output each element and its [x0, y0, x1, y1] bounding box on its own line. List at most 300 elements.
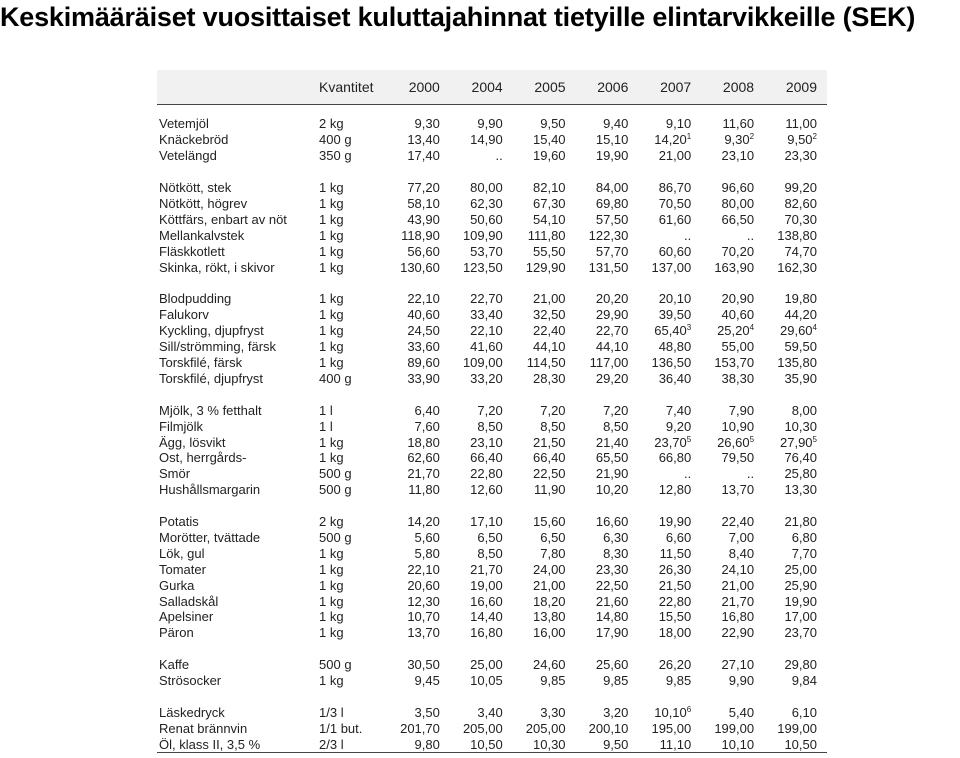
- price-cell: [764, 116, 827, 132]
- item-name: Läskedryck: [159, 705, 225, 721]
- price-cell: [450, 609, 513, 625]
- price-value: 70,50: [658, 196, 692, 211]
- price-cell: [387, 721, 450, 737]
- price-cell: [638, 402, 701, 418]
- price-cell: [450, 196, 513, 212]
- price-cell: [701, 625, 764, 641]
- price-cell: [387, 307, 450, 323]
- price-cell: [764, 577, 827, 593]
- price-value: 26,30: [658, 561, 692, 577]
- item-quantity: 1 kg: [319, 577, 344, 593]
- price-cell: [638, 736, 701, 752]
- price-cell: [513, 116, 576, 132]
- price-cell: [513, 307, 576, 323]
- price-cell: [638, 370, 701, 386]
- price-cell: [387, 482, 450, 498]
- price-cell: [764, 227, 827, 243]
- table-row: [157, 180, 827, 196]
- price-value: 11,00: [785, 116, 817, 132]
- price-value: 9,20: [665, 418, 692, 434]
- price-cell: [638, 148, 701, 164]
- price-value: 22,40: [721, 514, 755, 530]
- price-value: 9,90: [477, 116, 503, 132]
- price-cell: [513, 418, 576, 434]
- table-row: [157, 355, 827, 371]
- price-value: 11,60: [722, 116, 755, 132]
- price-cell: [764, 243, 827, 259]
- price-value: 109,00: [462, 355, 503, 371]
- price-cell: [701, 609, 764, 625]
- price-value: 58,10: [407, 196, 440, 211]
- table-row: [157, 482, 827, 498]
- price-value: 114,50: [526, 355, 566, 371]
- price-value: 22,10: [407, 291, 440, 307]
- price-cell: [764, 673, 827, 689]
- item-quantity: 1 kg: [319, 243, 344, 259]
- price-value: 163,90: [714, 259, 755, 275]
- price-value: ..: [746, 227, 755, 243]
- price-cell: [450, 355, 513, 371]
- header-year: 2007: [638, 70, 701, 104]
- price-value: 22,10: [470, 323, 503, 339]
- item-quantity: 1 kg: [319, 609, 344, 625]
- price-value: 18,00: [658, 625, 692, 641]
- price-value: 130,60: [400, 259, 440, 275]
- price-cell: [701, 148, 764, 164]
- price-cell: [387, 530, 450, 546]
- table-row: [157, 370, 827, 386]
- table-row: [157, 291, 827, 307]
- price-value: 20,10: [658, 291, 692, 307]
- price-value: 21,70: [470, 561, 503, 577]
- price-value: 29,20: [595, 370, 629, 386]
- price-value: 19,90: [784, 593, 817, 609]
- price-cell: [513, 609, 576, 625]
- price-cell: [387, 657, 450, 673]
- price-value: 19,60: [533, 148, 566, 164]
- price-cell: [576, 402, 639, 418]
- price-cell: [701, 418, 764, 434]
- item-name: Öl, klass II, 3,5 %: [157, 736, 317, 752]
- price-value: 22,70: [595, 323, 629, 339]
- price-cell: [450, 132, 513, 148]
- price-value: 22,40: [533, 323, 566, 339]
- price-value: 14,20: [654, 132, 687, 148]
- price-cell: [701, 180, 764, 196]
- price-value: 8,50: [477, 418, 503, 434]
- price-value: 14,80: [595, 609, 629, 625]
- item-name: Tomater: [159, 561, 206, 577]
- price-cell: [764, 355, 827, 371]
- price-value: 7,20: [540, 402, 566, 418]
- price-cell: [513, 355, 576, 371]
- item-quantity: 1 kg: [319, 291, 344, 307]
- price-value: 23,70: [654, 434, 687, 450]
- price-cell: [701, 657, 764, 673]
- price-cell: [638, 577, 701, 593]
- price-cell: [450, 116, 513, 132]
- price-cell: [576, 466, 639, 482]
- price-cell: [701, 561, 764, 577]
- price-value: 131,50: [588, 259, 629, 275]
- price-cell: [576, 482, 639, 498]
- price-value: 14,20: [407, 514, 440, 530]
- price-cell: [701, 339, 764, 355]
- price-value: 22,70: [470, 291, 503, 307]
- item-quantity: 1/1 but.: [319, 720, 363, 736]
- price-value: 33,40: [470, 307, 503, 323]
- price-value: 6,10: [791, 705, 817, 721]
- price-cell: [513, 657, 576, 673]
- price-value: 12,30: [407, 593, 440, 609]
- price-cell: [701, 705, 764, 721]
- table-row: [157, 657, 827, 673]
- price-value: 6,50: [540, 530, 566, 546]
- price-cell: [638, 657, 701, 673]
- price-cell: [764, 721, 827, 737]
- header-year: 2006: [576, 70, 639, 104]
- group-spacer: [157, 104, 827, 116]
- price-cell: [513, 736, 576, 752]
- item-name: Salladskål: [159, 593, 219, 609]
- price-cell: [638, 196, 701, 212]
- price-cell: [576, 291, 639, 307]
- item-quantity: 1 kg: [319, 259, 344, 275]
- item-name: Kyckling, djupfryst: [159, 323, 264, 339]
- price-cell: [576, 339, 639, 355]
- price-cell: [701, 116, 764, 132]
- price-value: 20,60: [407, 577, 440, 593]
- item-quantity: 1 kg: [319, 180, 344, 196]
- item-quantity: 1 kg: [319, 196, 344, 211]
- price-value: 23,10: [721, 148, 755, 164]
- price-cell: [701, 577, 764, 593]
- price-cell: [764, 370, 827, 386]
- price-value: 21,90: [595, 466, 629, 482]
- footnote-marker: 4: [749, 323, 755, 333]
- price-cell: [576, 132, 639, 148]
- price-value: 60,60: [658, 243, 692, 259]
- price-cell: [576, 418, 639, 434]
- price-cell: [576, 561, 639, 577]
- item-name: Päron: [159, 625, 194, 641]
- price-value: 70,20: [721, 243, 755, 259]
- price-value: 27,10: [721, 657, 755, 673]
- table-row: [157, 196, 827, 212]
- price-value: 26,20: [658, 657, 692, 673]
- table-row: [157, 307, 827, 323]
- price-cell: [513, 259, 576, 275]
- footnote-marker: 3: [686, 323, 692, 333]
- price-cell: [764, 323, 827, 339]
- item-name: Filmjölk: [159, 418, 204, 434]
- price-value: 25,60: [595, 657, 629, 673]
- price-cell: [513, 148, 576, 164]
- price-cell: [450, 466, 513, 482]
- price-value: 80,00: [470, 180, 503, 196]
- price-value: 69,80: [595, 196, 629, 211]
- price-cell: [513, 466, 576, 482]
- price-value: 122,30: [588, 227, 629, 243]
- price-cell: [764, 530, 827, 546]
- price-value: 21,50: [658, 577, 692, 593]
- price-value: 9,45: [414, 673, 440, 689]
- price-cell: [764, 434, 827, 450]
- price-value: 25,20: [717, 323, 750, 339]
- price-cell: [387, 323, 450, 339]
- item-quantity: 1 kg: [319, 211, 344, 227]
- price-value: 17,40: [407, 148, 440, 164]
- price-cell: [450, 339, 513, 355]
- price-value: 89,60: [407, 355, 440, 371]
- price-cell: [764, 593, 827, 609]
- price-value: 3,30: [540, 705, 566, 721]
- price-cell: [638, 434, 701, 450]
- price-value: 19,80: [784, 291, 817, 307]
- price-value: 43,90: [407, 211, 440, 227]
- item-name: Fläskkotlett: [159, 243, 225, 259]
- price-value: 57,70: [595, 243, 629, 259]
- price-table-container: [157, 70, 827, 753]
- price-value: 9,85: [603, 673, 629, 689]
- price-cell: [764, 466, 827, 482]
- price-cell: [450, 323, 513, 339]
- price-cell: [638, 243, 701, 259]
- price-cell: [387, 402, 450, 418]
- table-row: [157, 434, 827, 450]
- price-value: 205,00: [462, 720, 503, 736]
- price-cell: [701, 355, 764, 371]
- footnote-marker: 1: [686, 132, 692, 142]
- price-cell: [764, 450, 827, 466]
- price-cell: [450, 593, 513, 609]
- table-row: [157, 545, 827, 561]
- price-value: 9,30: [414, 116, 440, 132]
- price-value: 22,80: [470, 466, 503, 482]
- item-name: Lök, gul: [159, 545, 205, 561]
- price-cell: [513, 132, 576, 148]
- item-quantity: 500 g: [319, 466, 352, 482]
- table-row: [157, 593, 827, 609]
- price-cell: [576, 323, 639, 339]
- price-value: 16,80: [470, 625, 503, 641]
- price-value: 24,50: [407, 323, 440, 339]
- price-cell: [387, 291, 450, 307]
- price-cell: [576, 116, 639, 132]
- price-value: 7,00: [728, 530, 755, 546]
- price-cell: [450, 450, 513, 466]
- price-value: 19,00: [470, 577, 503, 593]
- price-value: 199,00: [714, 720, 755, 736]
- price-value: 6,80: [791, 530, 817, 546]
- price-cell: [450, 577, 513, 593]
- price-cell: [576, 355, 639, 371]
- price-value: 25,80: [784, 466, 817, 482]
- price-value: 99,20: [784, 180, 817, 196]
- price-value: 26,60: [717, 434, 750, 450]
- item-name: Apelsiner: [159, 609, 214, 625]
- price-value: 200,10: [588, 720, 629, 736]
- price-cell: [576, 545, 639, 561]
- price-cell: [701, 132, 764, 148]
- price-value: 21,50: [533, 434, 566, 450]
- item-name: Ost, herrgårds-: [159, 450, 247, 466]
- price-value: 6,60: [665, 530, 692, 546]
- price-value: 10,70: [407, 609, 440, 625]
- price-value: 6,40: [414, 402, 440, 418]
- group-spacer: [157, 641, 827, 657]
- price-cell: [513, 227, 576, 243]
- price-value: 10,10: [721, 736, 755, 752]
- item-name: Renat brännvin: [159, 720, 248, 736]
- price-cell: [701, 211, 764, 227]
- price-value: 29,60: [780, 323, 813, 339]
- price-value: 9,50: [603, 736, 629, 752]
- price-value: 24,60: [533, 657, 566, 673]
- price-value: 25,00: [784, 561, 817, 577]
- price-cell: [764, 545, 827, 561]
- price-value: 40,60: [721, 307, 755, 323]
- price-value: 29,90: [595, 307, 629, 323]
- item-quantity: 1 kg: [319, 625, 344, 641]
- price-value: 8,40: [728, 545, 755, 561]
- price-cell: [764, 132, 827, 148]
- price-cell: [387, 514, 450, 530]
- item-name: Vetelängd: [159, 148, 217, 164]
- item-quantity: 400 g: [319, 132, 352, 148]
- price-cell: [450, 307, 513, 323]
- price-cell: [638, 116, 701, 132]
- item-quantity: 2 kg: [319, 116, 344, 132]
- price-value: 24,00: [533, 561, 566, 577]
- item-name: Nötkött, högrev: [159, 196, 248, 211]
- price-cell: [576, 227, 639, 243]
- group-spacer: [157, 164, 827, 180]
- price-cell: [450, 259, 513, 275]
- price-value: 136,50: [651, 355, 692, 371]
- price-value: 7,90: [728, 402, 755, 418]
- header-item: [157, 70, 317, 104]
- price-value: 20,90: [721, 291, 755, 307]
- price-value: 23,10: [470, 434, 503, 450]
- item-name: Mjölk, 3 % fetthalt: [159, 402, 262, 418]
- price-value: 66,50: [721, 211, 755, 227]
- price-value: 55,50: [533, 243, 566, 259]
- price-value: 13,70: [721, 482, 755, 498]
- price-value: 10,20: [595, 482, 629, 498]
- price-value: 8,50: [540, 418, 566, 434]
- item-name: Gurka: [159, 577, 195, 593]
- price-value: 153,70: [714, 355, 755, 371]
- price-cell: [701, 721, 764, 737]
- item-name: Smör: [159, 466, 191, 482]
- price-value: 14,90: [470, 132, 503, 148]
- footnote-marker: 2: [749, 132, 755, 142]
- price-value: 22,50: [595, 577, 629, 593]
- price-cell: [764, 339, 827, 355]
- price-value: 70,30: [784, 211, 817, 227]
- price-value: ..: [746, 466, 755, 482]
- item-quantity: 400 g: [319, 370, 352, 386]
- price-value: 9,80: [414, 736, 440, 752]
- price-cell: [764, 514, 827, 530]
- table-row: [157, 530, 827, 546]
- price-value: 25,00: [470, 657, 503, 673]
- price-cell: [701, 291, 764, 307]
- item-quantity: 2/3 l: [317, 736, 387, 752]
- price-cell: [513, 291, 576, 307]
- item-quantity: 1 kg: [319, 593, 344, 609]
- price-value: ..: [495, 148, 503, 164]
- price-value: 23,70: [784, 625, 817, 641]
- price-cell: [576, 370, 639, 386]
- price-cell: [576, 259, 639, 275]
- footnote-marker: 5: [749, 434, 755, 444]
- price-value: 13,40: [407, 132, 440, 148]
- price-value: ..: [684, 466, 692, 482]
- table-row: [157, 259, 827, 275]
- price-cell: [638, 180, 701, 196]
- price-cell: [701, 196, 764, 212]
- price-cell: [576, 211, 639, 227]
- price-value: 8,50: [477, 545, 503, 561]
- price-cell: [576, 450, 639, 466]
- price-value: 138,80: [777, 227, 817, 243]
- price-value: 9,30: [724, 132, 750, 148]
- price-value: 57,50: [595, 211, 629, 227]
- price-cell: [576, 721, 639, 737]
- price-value: 16,80: [721, 609, 755, 625]
- price-cell: [387, 418, 450, 434]
- item-name: Falukorv: [159, 307, 209, 323]
- price-cell: [638, 466, 701, 482]
- price-value: 21,70: [721, 593, 755, 609]
- price-value: 22,10: [407, 561, 440, 577]
- price-cell: [450, 705, 513, 721]
- price-cell: [701, 307, 764, 323]
- price-value: 21,00: [533, 577, 566, 593]
- price-value: 14,40: [470, 609, 503, 625]
- price-value: 123,50: [462, 259, 503, 275]
- price-cell: [764, 402, 827, 418]
- price-value: 33,60: [407, 339, 440, 355]
- price-value: 7,60: [414, 418, 440, 434]
- price-cell: [450, 434, 513, 450]
- price-table: [157, 70, 827, 753]
- price-cell: [387, 132, 450, 148]
- item-quantity: 500 g: [319, 530, 352, 546]
- price-value: 21,40: [595, 434, 629, 450]
- price-value: 59,50: [784, 339, 817, 355]
- header-year: 2004: [450, 70, 513, 104]
- price-value: 21,80: [784, 514, 817, 530]
- price-cell: [513, 705, 576, 721]
- item-quantity: 1 kg: [319, 355, 344, 371]
- item-name: Vetemjöl: [159, 116, 209, 132]
- price-cell: [513, 721, 576, 737]
- price-value: 205,00: [525, 720, 566, 736]
- price-cell: [764, 418, 827, 434]
- price-value: 40,60: [407, 307, 440, 323]
- price-cell: [387, 434, 450, 450]
- price-cell: [764, 561, 827, 577]
- price-cell: [576, 736, 639, 752]
- price-value: 13,80: [533, 609, 566, 625]
- price-cell: [450, 180, 513, 196]
- price-cell: [576, 593, 639, 609]
- price-cell: [701, 323, 764, 339]
- price-value: 3,20: [603, 705, 629, 721]
